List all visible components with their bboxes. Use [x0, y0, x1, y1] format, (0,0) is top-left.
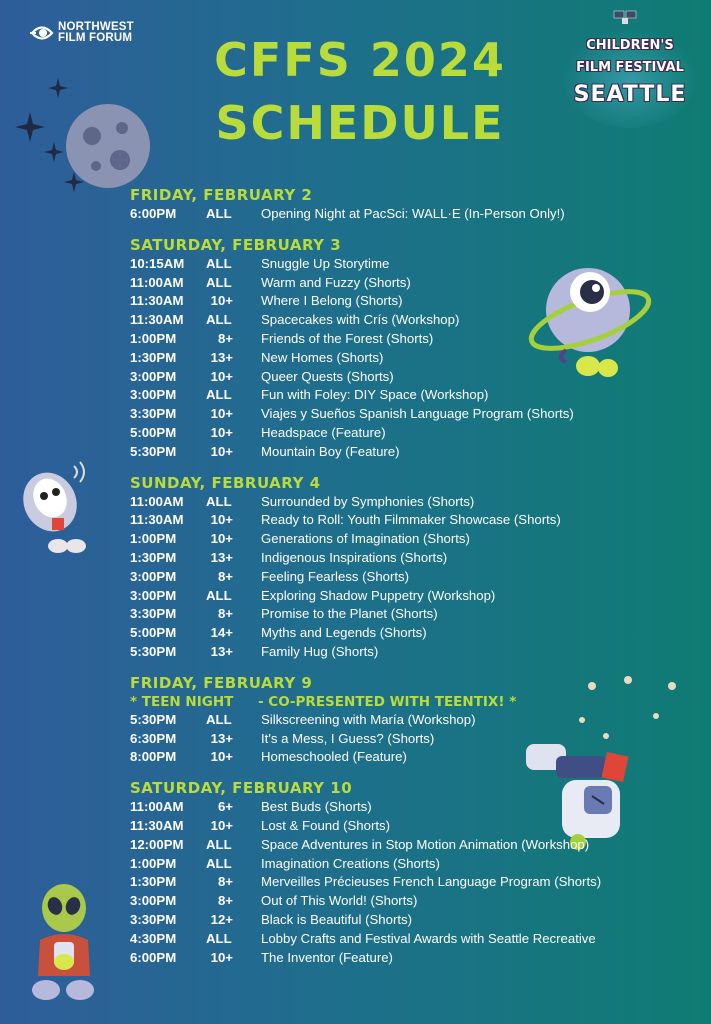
event-age: 10+: [210, 443, 233, 459]
event-title: Myths and Legends (Shorts): [261, 625, 427, 641]
event-title: Fun with Foley: DIY Space (Workshop): [261, 387, 489, 403]
event-title: Space Adventures in Stop Motion Animation (Workshop): [261, 836, 590, 852]
event-age: ALL: [206, 855, 232, 871]
event-title: Where I Belong (Shorts): [261, 293, 403, 309]
event-title: The Inventor (Feature): [261, 949, 393, 965]
nwff-logo-line: NORTHWEST: [58, 21, 134, 33]
event-row[interactable]: [130, 798, 690, 817]
event-time: 10:15AM: [130, 255, 185, 271]
event-time: 5:30PM: [130, 643, 177, 659]
event-title: Mountain Boy (Feature): [261, 443, 400, 459]
event-title: Merveilles Précieuses French Language Program (Shorts): [261, 874, 602, 890]
festival-logo[interactable]: [562, 8, 698, 128]
event-age: 14+: [210, 625, 233, 641]
event-time: 6:00PM: [130, 206, 177, 221]
event-row[interactable]: [130, 836, 690, 855]
event-age: 10+: [210, 293, 233, 309]
event-age: 13+: [210, 643, 233, 659]
event-time: 3:00PM: [130, 893, 177, 909]
event-title: Best Buds (Shorts): [261, 799, 372, 815]
event-row[interactable]: [130, 493, 690, 512]
event-time: 12:00PM: [130, 836, 184, 852]
event-time: 4:30PM: [130, 930, 177, 946]
event-age: 12+: [210, 911, 233, 927]
day-section: [130, 779, 690, 967]
day-heading: SUNDAY, FEBRUARY 4: [130, 473, 321, 492]
event-title: Snuggle Up Storytime: [261, 255, 390, 271]
day-section: [130, 674, 690, 767]
event-time: 5:30PM: [130, 711, 177, 727]
event-age: ALL: [206, 312, 232, 328]
alien-character-icon: [24, 880, 104, 1004]
event-age: 10+: [210, 424, 233, 440]
event-title: It's a Mess, I Guess? (Shorts): [261, 730, 435, 746]
event-title: Feeling Fearless (Shorts): [261, 568, 410, 584]
event-row[interactable]: [130, 292, 690, 311]
event-time: 11:30AM: [130, 293, 184, 309]
event-title: Indigenous Inspirations (Shorts): [261, 549, 448, 565]
event-title: Surrounded by Symphonies (Shorts): [261, 493, 475, 509]
event-age: 10+: [210, 512, 233, 528]
event-time: 5:30PM: [130, 443, 177, 459]
event-age: 10+: [210, 817, 233, 833]
event-row[interactable]: [130, 349, 690, 368]
day-heading: FRIDAY, FEBRUARY 9: [130, 673, 313, 692]
event-time: 1:30PM: [130, 349, 177, 365]
satellite-icon: [614, 11, 636, 24]
day-heading: SATURDAY, FEBRUARY 10: [130, 779, 353, 798]
event-row[interactable]: [130, 424, 690, 443]
event-title: Silkscreening with María (Workshop): [261, 711, 476, 727]
event-title: Viajes y Sueños Spanish Language Program (Shorts): [261, 406, 574, 422]
event-title: Promise to the Planet (Shorts): [261, 606, 438, 622]
event-row[interactable]: [130, 511, 690, 530]
event-age: 10+: [210, 949, 233, 965]
event-title: Queer Quests (Shorts): [261, 368, 394, 384]
event-row[interactable]: [130, 624, 690, 643]
event-title: Generations of Imagination (Shorts): [261, 531, 470, 547]
event-age: ALL: [206, 930, 232, 946]
event-row[interactable]: [130, 368, 690, 387]
event-time: 3:00PM: [130, 568, 177, 584]
satellite-character-icon: [18, 446, 104, 558]
co-presented-label: - CO-PRESENTED WITH TEENTIX! *: [258, 693, 517, 710]
event-row[interactable]: [130, 605, 690, 624]
event-time: 3:30PM: [130, 606, 177, 622]
event-row[interactable]: [130, 443, 690, 462]
event-age: ALL: [206, 255, 232, 271]
event-time: 3:30PM: [130, 911, 177, 927]
teen-night-label: * TEEN NIGHT: [130, 693, 234, 710]
schedule: [130, 186, 690, 979]
event-row[interactable]: [130, 255, 690, 274]
event-row[interactable]: [130, 330, 690, 349]
day-heading: SATURDAY, FEBRUARY 3: [130, 235, 342, 254]
event-time: 5:00PM: [130, 625, 177, 641]
event-row[interactable]: [130, 568, 690, 587]
page-subtitle: SCHEDULE: [215, 96, 505, 150]
day-section: [130, 474, 690, 662]
event-age: ALL: [206, 587, 232, 603]
event-row[interactable]: [130, 873, 690, 892]
event-time: 5:00PM: [130, 424, 177, 440]
event-row[interactable]: [130, 730, 690, 749]
event-row[interactable]: [130, 405, 690, 424]
festival-logo-line: CHILDREN'S: [586, 38, 674, 53]
event-age: 13+: [210, 730, 233, 746]
event-age: ALL: [206, 836, 232, 852]
event-age: 8+: [217, 330, 233, 346]
event-age: 13+: [210, 349, 233, 365]
event-age: 6+: [217, 799, 233, 815]
day-subheading: [130, 693, 690, 711]
event-time: 1:00PM: [130, 855, 177, 871]
event-age: ALL: [206, 711, 232, 727]
event-age: ALL: [206, 274, 232, 290]
event-age: 10+: [210, 531, 233, 547]
event-row[interactable]: [130, 817, 690, 836]
event-row[interactable]: [130, 311, 690, 330]
event-title: Spacecakes with Crís (Workshop): [261, 312, 460, 328]
event-time: 1:00PM: [130, 330, 177, 346]
event-time: 6:30PM: [130, 730, 177, 746]
event-title: Homeschooled (Feature): [261, 749, 407, 765]
event-row[interactable]: [130, 205, 690, 224]
event-age: 10+: [210, 749, 233, 765]
event-title: Warm and Fuzzy (Shorts): [261, 274, 411, 290]
event-row[interactable]: [130, 386, 690, 405]
event-time: 11:30AM: [130, 817, 184, 833]
day-section: [130, 236, 690, 462]
event-title: Exploring Shadow Puppetry (Workshop): [261, 587, 496, 603]
event-title: Imagination Creations (Shorts): [261, 855, 440, 871]
event-row[interactable]: [130, 587, 690, 606]
event-time: 1:00PM: [130, 531, 177, 547]
event-row[interactable]: [130, 748, 690, 767]
event-row[interactable]: [130, 911, 690, 930]
event-age: ALL: [206, 493, 232, 509]
day-section: [130, 186, 690, 224]
event-time: 3:00PM: [130, 587, 177, 603]
event-time: 1:30PM: [130, 549, 177, 565]
event-age: 10+: [210, 368, 233, 384]
event-time: 6:00PM: [130, 949, 177, 965]
event-title: Black is Beautiful (Shorts): [261, 911, 412, 927]
event-age: 8+: [217, 568, 233, 584]
day-heading: FRIDAY, FEBRUARY 2: [130, 186, 313, 204]
event-age: 8+: [217, 606, 233, 622]
event-title: Friends of the Forest (Shorts): [261, 330, 434, 346]
event-time: 11:00AM: [130, 799, 184, 815]
event-title: Opening Night at PacSci: WALL·E (In-Person Only!): [261, 206, 565, 221]
festival-logo-line: FILM FESTIVAL: [576, 60, 684, 75]
event-row[interactable]: [130, 930, 690, 949]
event-row[interactable]: [130, 949, 690, 968]
festival-logo-line: SEATTLE: [573, 82, 687, 107]
event-row[interactable]: [130, 892, 690, 911]
event-time: 11:30AM: [130, 312, 184, 328]
moon-icon: [62, 100, 154, 192]
event-title: Lobby Crafts and Festival Awards with Seattle Recreative: [261, 930, 596, 946]
event-time: 3:30PM: [130, 406, 177, 422]
event-row[interactable]: [130, 643, 690, 662]
event-age: ALL: [206, 387, 232, 403]
event-age: 10+: [210, 406, 233, 422]
event-title: Headspace (Feature): [261, 424, 386, 440]
eye-logo-icon: [30, 24, 54, 42]
event-age: 13+: [210, 549, 233, 565]
event-row[interactable]: [130, 530, 690, 549]
nwff-logo[interactable]: [30, 22, 134, 44]
event-time: 3:00PM: [130, 368, 177, 384]
event-title: Lost & Found (Shorts): [261, 817, 391, 833]
event-row[interactable]: [130, 549, 690, 568]
event-age: 8+: [217, 893, 233, 909]
event-title: Ready to Roll: Youth Filmmaker Showcase (Shorts): [261, 512, 561, 528]
event-title: New Homes (Shorts): [261, 349, 384, 365]
event-row[interactable]: [130, 274, 690, 293]
event-title: Family Hug (Shorts): [261, 643, 379, 659]
event-title: Out of This World! (Shorts): [261, 893, 418, 909]
event-row[interactable]: [130, 855, 690, 874]
page-title: CFFS 2024: [214, 33, 506, 87]
event-time: 11:30AM: [130, 512, 184, 528]
event-age: ALL: [206, 206, 232, 221]
event-age: 8+: [217, 874, 233, 890]
event-time: 1:30PM: [130, 874, 177, 890]
event-time: 11:00AM: [130, 274, 184, 290]
event-row[interactable]: [130, 711, 690, 730]
event-time: 3:00PM: [130, 387, 177, 403]
nwff-logo-line: FILM FORUM: [58, 32, 133, 44]
event-time: 11:00AM: [130, 493, 184, 509]
event-time: 8:00PM: [130, 749, 177, 765]
